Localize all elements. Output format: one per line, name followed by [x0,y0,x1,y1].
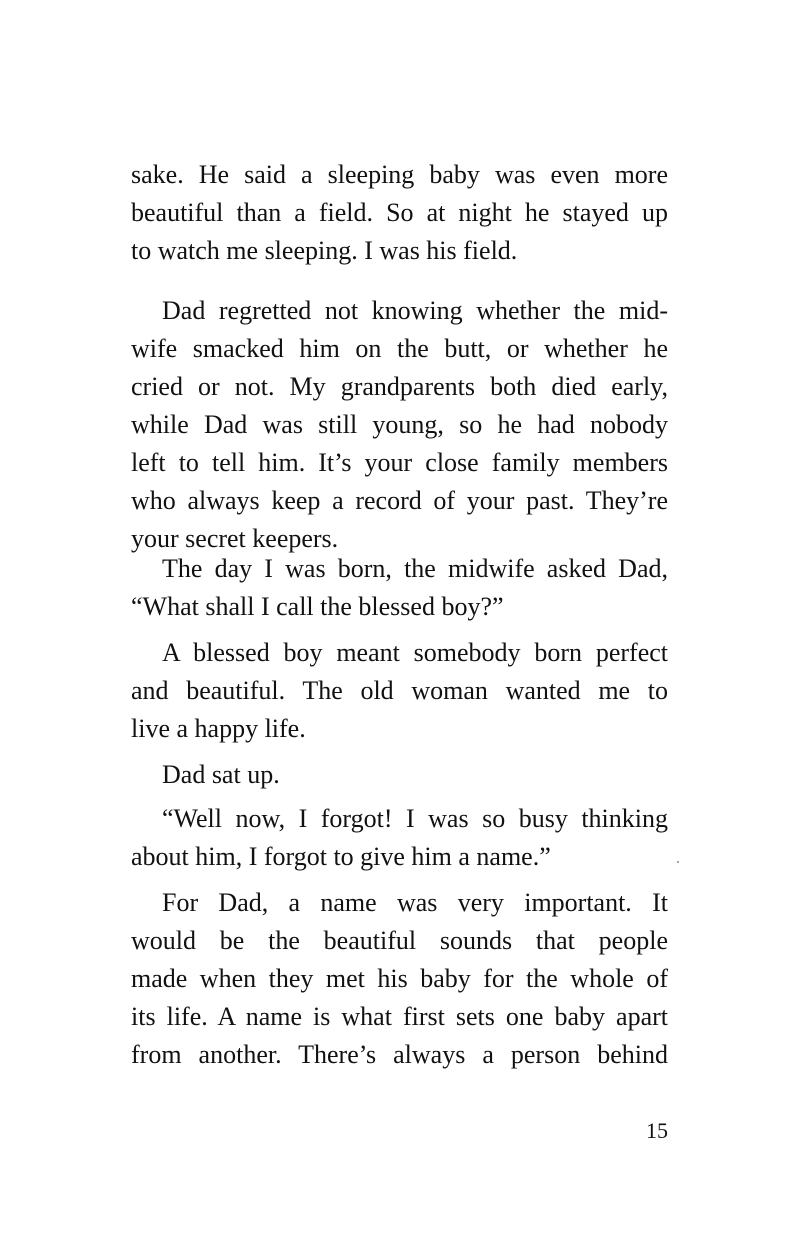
text-line: who always keep a record of your past. They’re [131,486,668,515]
text-line: while Dad was still young, so he had nobody [131,410,668,439]
text-line: your secret keepers. [131,524,339,553]
text-line: wife smacked him on the butt, or whether he [131,334,668,363]
text-line: “What shall I call the blessed boy?” [131,592,504,621]
text-line: Dad sat up. [162,760,280,789]
text-line: The day I was born, the midwife asked Dad, [162,554,668,583]
text-line: made when they met his baby for the whole of [131,964,668,993]
text-line: from another. There’s always a person behind [131,1040,668,1069]
text-line: cried or not. My grandparents both died early, [131,372,668,401]
text-line: left to tell him. It’s your close family members [131,448,668,477]
text-line: “Well now, I forgot! I was so busy thinking [162,804,668,833]
text-line: and beautiful. The old woman wanted me to [131,676,668,705]
text-line: would be the beautiful sounds that people [131,926,668,955]
text-line: to watch me sleeping. I was his field. [131,236,518,265]
text-line: beautiful than a field. So at night he stayed up [131,198,668,227]
text-line: For Dad, a name was very important. It [162,888,668,917]
text-line: about him, I forgot to give him a name.” [131,842,551,871]
text-line: its life. A name is what first sets one baby apart [131,1002,668,1031]
scan-speck [677,861,679,863]
text-line: live a happy life. [131,714,306,743]
text-line: sake. He said a sleeping baby was even more [131,160,668,189]
text-line: Dad regretted not knowing whether the mid- [162,296,668,325]
text-line: A blessed boy meant somebody born perfect [162,638,668,667]
page-number: 15 [646,1118,668,1143]
